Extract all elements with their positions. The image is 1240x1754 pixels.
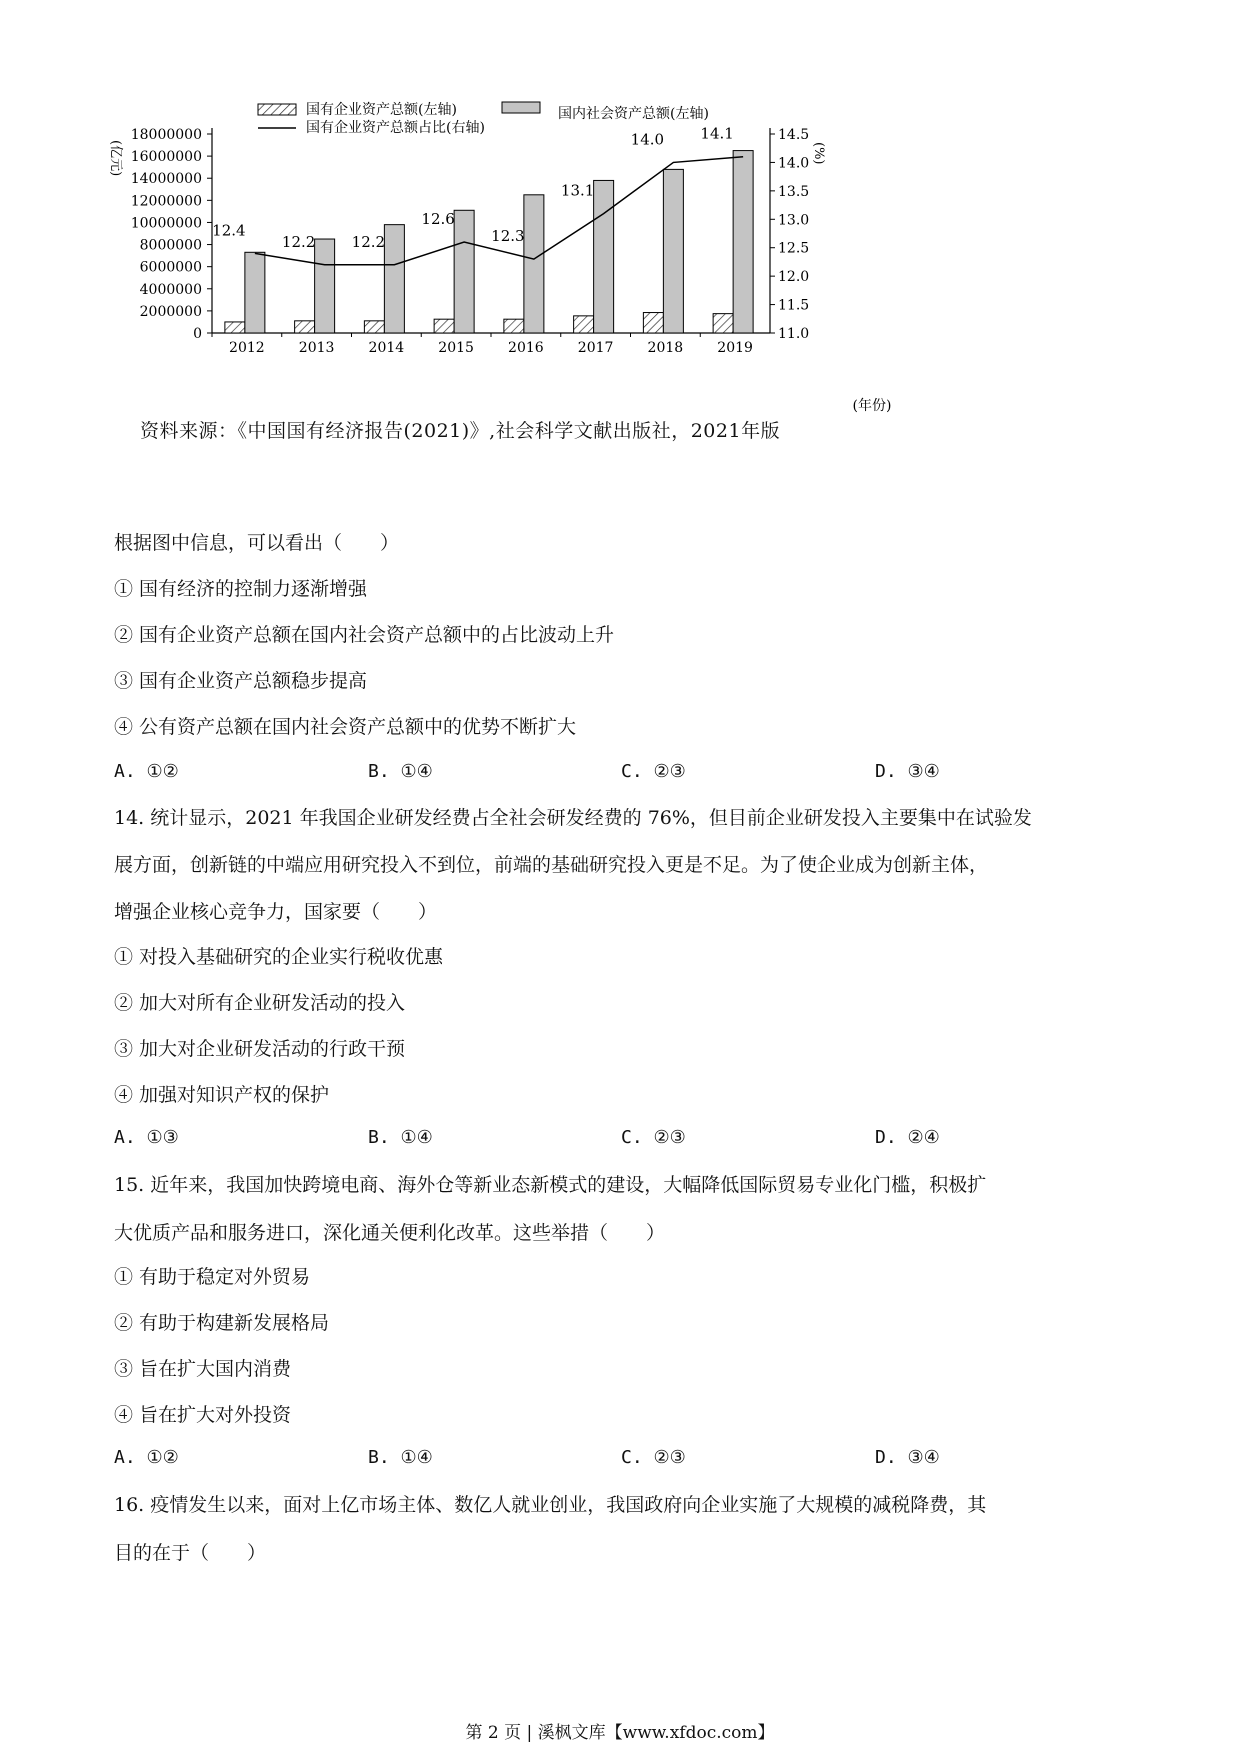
q14-item-1: ① 对投入基础研究的企业实行税收优惠	[114, 946, 444, 968]
data-label-share: 12.2	[351, 232, 386, 251]
bar-state-assets	[364, 321, 384, 333]
bar-state-assets	[225, 322, 245, 333]
q14-item-2: ② 加大对所有企业研发活动的投入	[114, 992, 406, 1014]
q13-option-c: C. ②③	[621, 761, 686, 782]
q15-stem-line-2: 大优质产品和服务进口，深化通关便利化改革。这些举措（ ）	[114, 1222, 666, 1244]
left-axis-tick-label: 16000000	[130, 149, 202, 166]
q14-item-4: ④ 加强对知识产权的保护	[114, 1084, 330, 1106]
q13-item-3: ③ 国有企业资产总额稳步提高	[114, 670, 368, 692]
right-axis-tick-label: 13.5	[778, 183, 810, 200]
q15-option-b: B. ①④	[368, 1447, 433, 1468]
right-axis-tick-label: 14.0	[778, 155, 810, 172]
x-axis-tick-label: 2014	[368, 340, 405, 356]
left-axis-tick-label: 8000000	[139, 237, 202, 254]
data-label-share: 12.4	[212, 221, 246, 240]
x-axis-label: (年份)	[852, 398, 892, 414]
left-axis-tick-label: 0	[193, 326, 202, 342]
q15-option-a: A. ①②	[114, 1447, 179, 1468]
left-axis-tick-label: 2000000	[139, 303, 202, 320]
bar-state-assets	[643, 313, 663, 333]
q14-item-3: ③ 加大对企业研发活动的行政干预	[114, 1038, 406, 1060]
legend-swatch-hatched	[258, 104, 296, 115]
bar-social-assets	[454, 210, 474, 333]
bar-social-assets	[315, 239, 335, 333]
x-axis-tick-label: 2016	[508, 340, 544, 356]
left-axis-label: (亿元)	[108, 140, 123, 177]
q15-stem-line-1: 15. 近年来，我国加快跨境电商、海外仓等新业态新模式的建设，大幅降低国际贸易专业化门槛，积极扩	[114, 1174, 987, 1196]
x-axis-tick-label: 2013	[298, 340, 335, 356]
x-axis-tick-label: 2012	[229, 340, 265, 356]
data-label-share: 12.3	[491, 227, 525, 246]
left-axis-tick-label: 4000000	[139, 281, 202, 298]
legend-label-state-assets: 国有企业资产总额(左轴)	[306, 102, 457, 118]
q16-stem-line-1: 16. 疫情发生以来，面对上亿市场主体、数亿人就业创业，我国政府向企业实施了大规模的减税降费，其	[114, 1494, 987, 1516]
q15-item-3: ③ 旨在扩大国内消费	[114, 1358, 292, 1380]
x-axis-tick-label: 2019	[717, 340, 753, 356]
bar-state-assets	[574, 316, 594, 333]
asset-chart	[100, 90, 950, 420]
q13-item-4: ④ 公有资产总额在国内社会资产总额中的优势不断扩大	[114, 716, 577, 738]
q13-stem: 根据图中信息，可以看出（ ）	[114, 532, 400, 554]
right-axis-tick-label: 14.5	[778, 127, 810, 143]
left-axis-tick-label: 6000000	[139, 259, 202, 276]
data-label-share: 12.2	[281, 232, 316, 251]
right-axis-tick-label: 11.0	[778, 326, 810, 342]
page-footer: 第 2 页 | 溪枫文库【www.xfdoc.com】	[465, 1723, 775, 1743]
right-axis-tick-label: 12.5	[778, 240, 810, 257]
q15-item-4: ④ 旨在扩大对外投资	[114, 1404, 292, 1426]
x-axis-tick-label: 2018	[647, 340, 684, 356]
left-axis-tick-label: 12000000	[130, 193, 202, 210]
q14-option-c: C. ②③	[621, 1127, 686, 1148]
q15-option-c: C. ②③	[621, 1447, 686, 1468]
data-label-share: 14.1	[700, 124, 734, 143]
bar-social-assets	[594, 180, 614, 333]
right-axis-tick-label: 11.5	[778, 297, 810, 314]
bar-social-assets	[384, 225, 404, 333]
bar-social-assets	[524, 195, 544, 333]
q15-item-2: ② 有助于构建新发展格局	[114, 1312, 330, 1334]
q15-item-1: ① 有助于稳定对外贸易	[114, 1266, 311, 1288]
q13-option-d: D. ③④	[875, 761, 940, 782]
q14-option-b: B. ①④	[368, 1127, 433, 1148]
q14-option-d: D. ②④	[875, 1127, 940, 1148]
q14-stem-line-1: 14. 统计显示，2021 年我国企业研发经费占全社会研发经费的 76%，但目前企业研发投入主要集中在试验发	[114, 807, 1032, 829]
q13-option-b: B. ①④	[368, 761, 433, 782]
bar-state-assets	[713, 314, 733, 333]
q13-option-a: A. ①②	[114, 761, 179, 782]
left-axis-tick-label: 10000000	[130, 215, 202, 232]
q15-option-d: D. ③④	[875, 1447, 940, 1468]
bar-state-assets	[434, 319, 454, 333]
left-axis-tick-label: 18000000	[130, 127, 202, 143]
legend-label-social-assets: 国内社会资产总额(左轴)	[558, 106, 709, 122]
q13-item-1: ① 国有经济的控制力逐渐增强	[114, 578, 368, 600]
right-axis-label: (%)	[811, 142, 826, 165]
chart-source: 资料来源：《中国国有经济报告(2021)》,社会科学文献出版社，2021年版	[140, 420, 781, 442]
data-label-share: 13.1	[560, 181, 595, 200]
bar-social-assets	[663, 169, 683, 333]
x-axis-tick-label: 2017	[577, 340, 614, 356]
q14-stem-line-3: 增强企业核心竞争力，国家要（ ）	[114, 901, 438, 923]
legend-swatch-gray	[502, 102, 540, 113]
x-axis-tick-label: 2015	[438, 340, 474, 356]
q16-stem-line-2: 目的在于（ ）	[114, 1542, 267, 1564]
right-axis-tick-label: 13.0	[778, 212, 810, 229]
right-axis-tick-label: 12.0	[778, 269, 810, 286]
data-label-share: 12.6	[421, 210, 455, 229]
q13-item-2: ② 国有企业资产总额在国内社会资产总额中的占比波动上升	[114, 624, 615, 646]
left-axis-tick-label: 14000000	[130, 171, 202, 188]
q14-stem-line-2: 展方面，创新链的中端应用研究投入不到位，前端的基础研究投入更是不足。为了使企业成为创新主体，	[114, 854, 989, 876]
bar-social-assets	[733, 151, 753, 333]
data-label-share: 14.0	[630, 130, 665, 149]
bar-state-assets	[504, 319, 524, 333]
legend-label-share: 国有企业资产总额占比(右轴)	[306, 120, 485, 136]
bar-state-assets	[295, 321, 315, 333]
bar-social-assets	[245, 252, 265, 333]
q14-option-a: A. ①③	[114, 1127, 179, 1148]
